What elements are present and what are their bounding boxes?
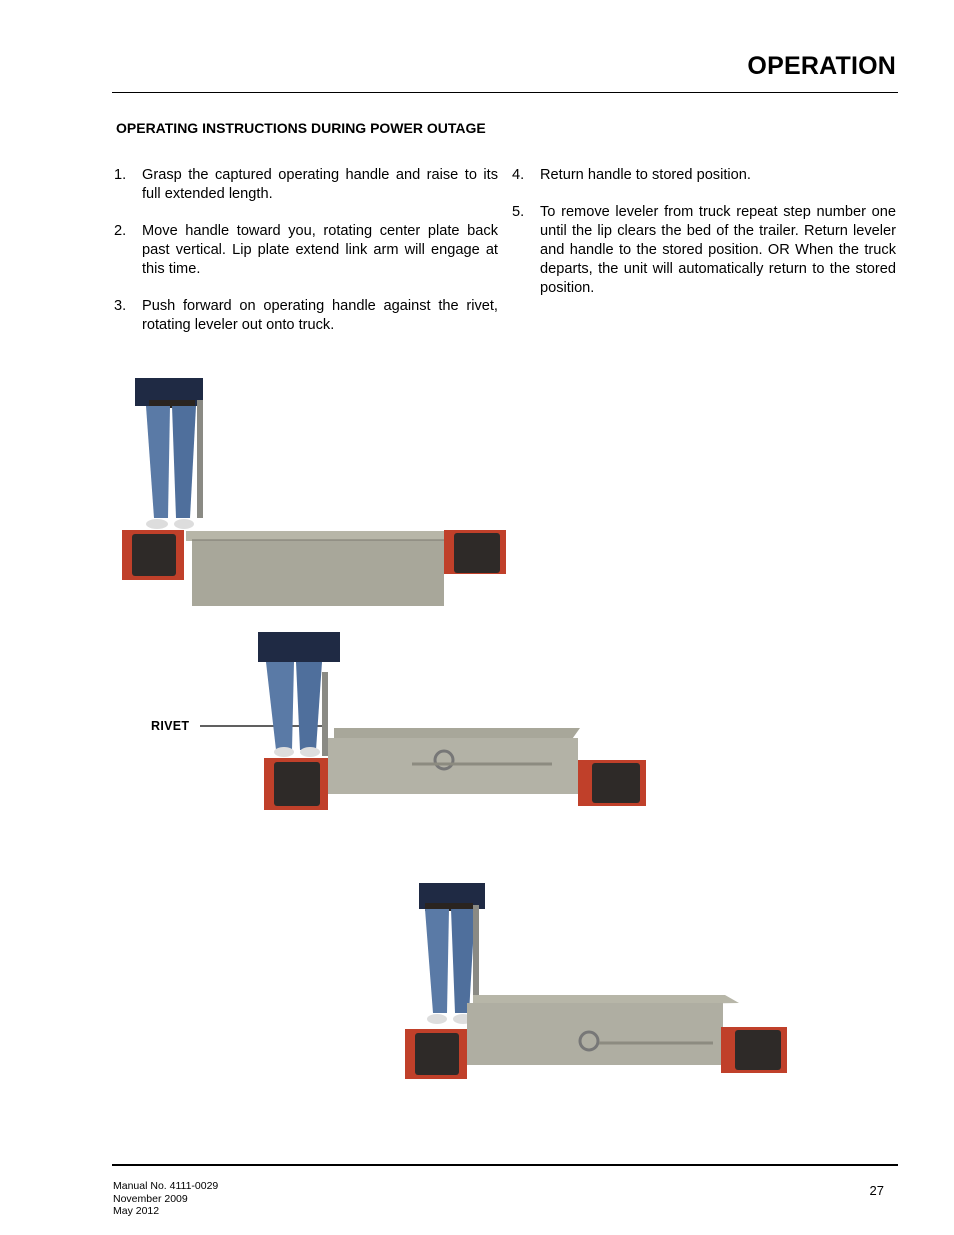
instructions-right-column [512,166,896,316]
left-bumper [405,1029,467,1079]
step-item [114,297,498,335]
header-rule [112,92,898,93]
step-item [114,222,498,278]
figure-leveler-rivet [200,632,652,812]
step-text: Grasp the captured operating handle and raise to its full extended length. [142,167,498,202]
step-text: Move handle toward you, rotating center plate back past vertical. Lip plate extend link arm will engage at this time. [142,223,498,277]
step-text: Return handle to stored position. [540,167,751,183]
step-number: 3. [114,298,127,315]
footer-meta [113,1180,218,1218]
step-item [512,203,896,297]
right-bumper [721,1027,787,1073]
right-bumper [444,530,506,574]
operator-figure [258,632,340,757]
operator-figure [135,378,203,529]
instructions-left-column [114,166,498,353]
page-number: 27 [869,1183,884,1198]
leveler-body [467,995,739,1065]
footer-date: May 2012 [113,1205,160,1218]
leveler-body [328,728,580,794]
rivet-label: RIVET [151,719,190,733]
page-title: OPERATION [747,52,896,80]
figure-leveler-extended [403,883,789,1081]
step-item [114,166,498,204]
left-bumper [122,530,184,580]
manual-number: Manual No. 4111-0029 [113,1180,219,1192]
footer-rule [112,1164,898,1166]
step-text: Push forward on operating handle against the rivet, rotating leveler out onto truck. [142,298,498,333]
right-bumper [578,760,646,806]
left-bumper [264,758,328,810]
step-text: To remove leveler from truck repeat step number one until the lip clears the bed of the trailer. Return leveler and handle to the stored position. OR When the truck departs, the unit will automatically return to the stored position. [540,204,896,296]
step-number: 2. [114,223,127,240]
footer-date: November 2009 [113,1192,188,1205]
step-number: 4. [512,167,525,183]
step-item [512,166,896,185]
figure-leveler-stored [118,378,512,610]
step-number: 5. [512,204,525,221]
step-number: 1. [114,167,127,183]
leveler-body [186,531,446,606]
section-heading: OPERATING INSTRUCTIONS DURING POWER OUTAGE [116,120,486,136]
